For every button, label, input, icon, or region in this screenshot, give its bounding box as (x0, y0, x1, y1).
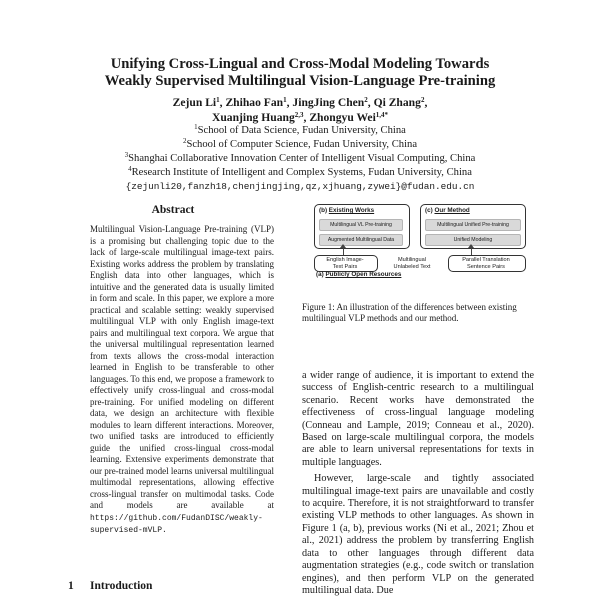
existing-works-label (319, 207, 374, 214)
up-arrow-icon (340, 244, 346, 248)
figure-1-diagram (302, 204, 534, 278)
author-affil-sup: 1 (283, 96, 287, 104)
affiliation-sup: 4 (128, 165, 132, 173)
affiliation (40, 138, 560, 152)
data-label-line: Sentence Pairs (467, 263, 505, 270)
author-name: Zejun Li (172, 96, 217, 109)
affiliation-text: Shanghai Collaborative Innovation Center of Intelligent Visual Computing, China (128, 153, 476, 164)
author-name: Zhihao Fan (225, 96, 284, 109)
author-list (60, 95, 540, 125)
unified-pretraining-chip: Multilingual Unified Pre-training (425, 219, 521, 231)
author-affil-sup: 1 (216, 96, 220, 104)
affiliation-list (40, 124, 560, 194)
arrow-stem (471, 247, 472, 255)
author-affil-sup: 1,4* (375, 111, 389, 119)
title-line-2: Weakly Supervised Multilingual Vision-Language Pre-training (104, 73, 496, 89)
affiliation-text: School of Computer Science, Fudan University, China (186, 139, 418, 150)
up-arrow-icon (468, 244, 474, 248)
affiliation (40, 152, 560, 166)
figure-caption: Figure 1: An illustration of the differences between existing multilingual VLP methods and our method. (302, 302, 517, 323)
author-line-1: Zejun Li$^1$, Zhihao Fan$^1$, JingJing Chen$^2$, Qi Zhang$^2$, (172, 96, 428, 109)
affiliation-text: School of Data Science, Fudan University, China (197, 125, 406, 136)
author-line-2: Xuanjing Huang$^{2,3}$, Zhongyu Wei$^{1,4*}$ (211, 111, 389, 124)
data-label-line: Text Pairs (332, 263, 358, 270)
affiliation-text: Research Institute of Intelligent and Complex Systems, Fudan University, China (131, 167, 472, 178)
augmented-data-chip: Augmented Multilingual Data (319, 234, 403, 246)
data-label-line: English Image- (326, 257, 364, 263)
abstract-body (68, 224, 278, 537)
our-method-label (425, 207, 470, 214)
author-name: Zhongyu Wei (309, 111, 376, 124)
title-line-1: Unifying Cross-Lingual and Cross-Modal Modeling Towards (110, 56, 490, 72)
data-label-line: Unlabeled Text (393, 263, 431, 270)
section-number: 1 (68, 580, 74, 592)
code-url: https://github.com/FudanDISC/weakly-supervised-mVLP. (90, 513, 263, 535)
abstract-heading: Abstract (151, 204, 195, 216)
public-resources-prefix: (a) (316, 271, 326, 278)
public-resources-title: Publicly Open Resources (325, 271, 402, 278)
affiliation (40, 124, 560, 138)
affiliation-sup: 2 (182, 137, 187, 145)
arrow-stem (343, 247, 344, 255)
public-resources-label (316, 271, 401, 278)
affiliation (40, 166, 560, 180)
existing-works-title: Existing Works (328, 207, 375, 214)
parallel-sentences-label (448, 257, 524, 270)
right-column (302, 204, 534, 597)
left-column (68, 204, 278, 537)
contact-email: {zejunli20,fanzh18,chenjingjing,qz,xjhuang,zywei}@fudan.edu.cn (125, 181, 475, 192)
data-label-line: Parallel Translation (462, 257, 510, 263)
section-title: Introduction (90, 580, 153, 592)
author-affil-sup: 2 (364, 96, 368, 104)
paper-title (60, 56, 540, 90)
english-image-text-label (314, 257, 376, 270)
data-label-line: Multilingual (398, 257, 426, 263)
intro-paragraph-2: However, large-scale and tightly associated multilingual image-text pairs are unavailable and costly to acquire. Therefore, it is not straightforward to transfer existing VLP methods to other languages. As shown in Figure 1 (a, b), previous works (Ni et al., 2021; Zhou et al., 2021) address the problem by transferring English data to other languages through different data augmentation strategies (e.g., code switch or translation engines), and then perform VLP on the generated multilingual data. Due (302, 473, 534, 596)
author-affil-sup: 2,3 (294, 111, 304, 119)
author-name: JingJing Chen (292, 96, 365, 109)
our-method-prefix: (c) (425, 207, 435, 214)
unified-modeling-chip: Unified Modeling (425, 234, 521, 246)
intro-paragraph-1: a wider range of audience, it is important to extend the success of English-centric research to a multilingual scenario. Recent works have demonstrated the effectiveness of cross-lingual language modeling (Conneau and Lample, 2019; Conneau et al., 2020). Based on large-scale multilingual corpora, the models are able to learn universal representations for texts in multiple languages. (302, 370, 534, 468)
abstract-text: Multilingual Vision-Language Pre-training (VLP) is a promising but challenging topic due to the lack of large-scale multilingual image-text pairs. Existing works address the problem by translating English data into other languages, which is intuitive and the generated data is usually limited in form and scale. In this paper, we explore a more practical and scalable setting: weakly supervised multilingual VLP with only English image-text pairs and multilingual text corpora. We argue that the universal multilingual representation learned from texts allows the cross-modal interaction learned in English to be transferable to other languages. To this end, we propose a framework to effectively unify cross-lingual and cross-modal pre-training. For unified modeling on different data, we design an architecture with flexible modules to learn different interactions. Moreover, two unified tasks are introduced to efficiently guide the unified cross-lingual cross-modal learning. Extensive experiments demonstrate that our pre-trained model learns universal multilingual multimodal representations, allowing effective cross-lingual transfer on multimodal tasks. Code and models are available at (90, 224, 274, 510)
introduction-heading (68, 580, 152, 592)
author-name: Qi Zhang (373, 96, 421, 109)
affiliation-sup: 3 (124, 151, 129, 159)
author-affil-sup: 2 (420, 96, 425, 104)
multilingual-vl-pretraining-chip: Multilingual VL Pre-training (319, 219, 403, 231)
affiliation-sup: 1 (194, 123, 198, 131)
multilingual-text-label (382, 257, 442, 270)
existing-works-prefix: (b) (319, 207, 329, 214)
author-name: Xuanjing Huang (211, 111, 295, 124)
our-method-title: Our Method (434, 207, 470, 214)
